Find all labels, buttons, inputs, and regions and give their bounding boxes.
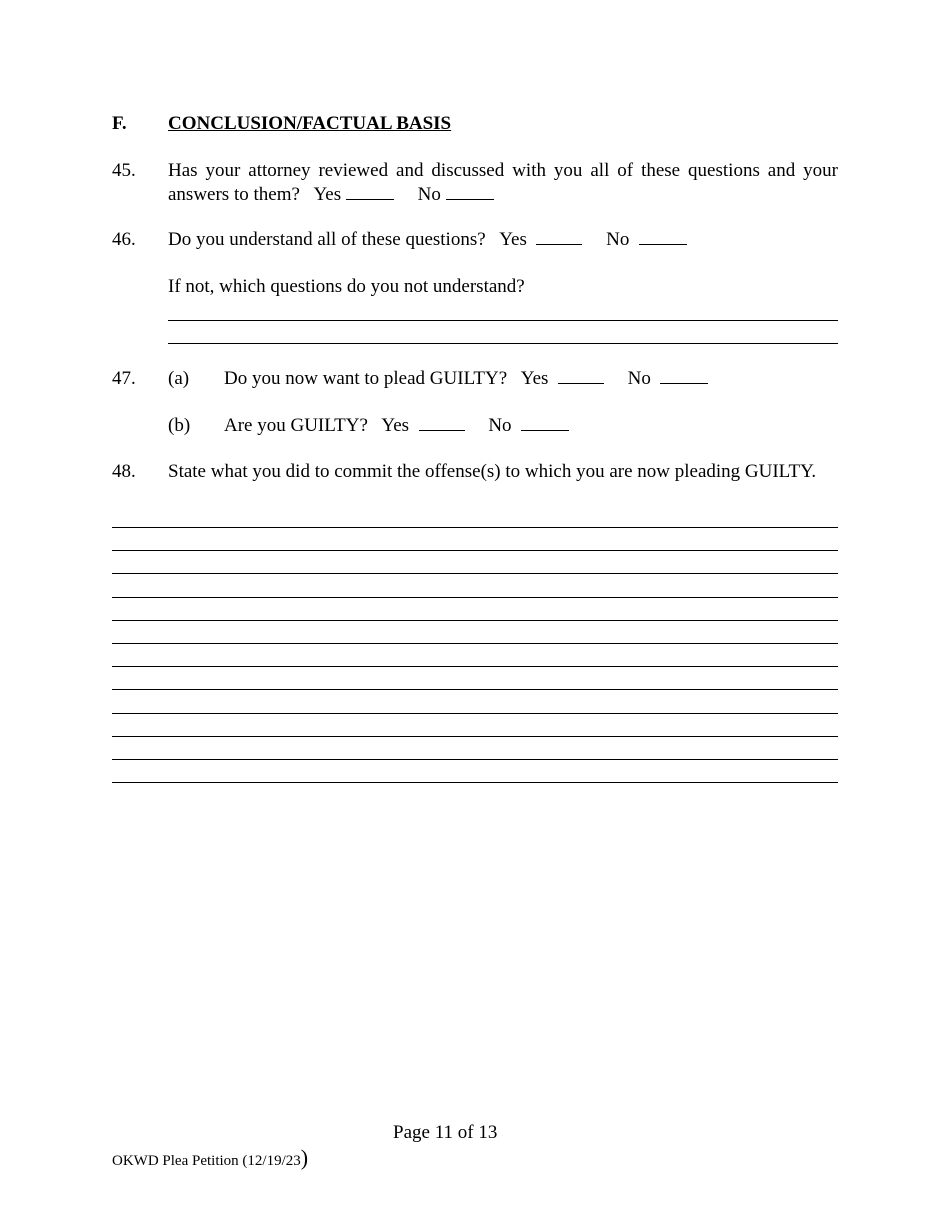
q48-answer-line[interactable] [112, 689, 838, 690]
q48-answer-line[interactable] [112, 759, 838, 760]
q47a-no-label: No [627, 368, 651, 389]
q48-answer-line[interactable] [112, 527, 838, 528]
page-label: Page [393, 1122, 430, 1143]
q47b-text: Are you GUILTY? [224, 415, 368, 436]
q47b-no-blank[interactable] [521, 429, 569, 431]
form-id-paren: ) [300, 1145, 309, 1170]
q46-followup: If not, which questions do you not understand? [168, 276, 525, 297]
section-title: CONCLUSION/FACTUAL BASIS [168, 113, 452, 134]
q47b-line [224, 414, 569, 438]
page-current: 11 [434, 1122, 453, 1143]
q47a-no-blank[interactable] [660, 382, 708, 384]
q46-answer-line[interactable] [168, 320, 838, 321]
q48-answer-line[interactable] [112, 713, 838, 714]
page-of: of [457, 1122, 474, 1143]
q46-answer-line[interactable] [168, 343, 838, 344]
q46-yes-blank[interactable] [536, 243, 582, 245]
q48-number: 48. [112, 461, 136, 482]
q48-answer-line[interactable] [112, 782, 838, 783]
q47b-no-label: No [488, 415, 512, 436]
q46-text: Do you understand all of these questions? [168, 229, 486, 250]
q45-text: Has your attorney reviewed and discussed with you all of these questions and your answers to them? [168, 160, 838, 205]
q45-yes-label: Yes [313, 184, 342, 205]
page-total: 13 [478, 1122, 498, 1143]
q48-answer-line[interactable] [112, 620, 838, 621]
section-letter: F. [112, 113, 127, 134]
q48-answer-line[interactable] [112, 597, 838, 598]
q45-yes-blank[interactable] [346, 198, 394, 200]
q46-number: 46. [112, 229, 136, 250]
q48-answer-line[interactable] [112, 550, 838, 551]
q46-line [168, 228, 687, 252]
q48-answer-line[interactable] [112, 573, 838, 574]
q48-text: State what you did to commit the offense(s) to which you are now pleading GUILTY. [168, 461, 817, 482]
q47a-text: Do you now want to plead GUILTY? [224, 368, 508, 389]
q47a-yes-label: Yes [520, 368, 549, 389]
q48-answer-line[interactable] [112, 736, 838, 737]
q47a-yes-blank[interactable] [558, 382, 604, 384]
form-id [112, 1146, 308, 1173]
q46-no-label: No [606, 229, 630, 250]
q48-answer-line[interactable] [112, 666, 838, 667]
q48-answer-line[interactable] [112, 643, 838, 644]
q47a-label: (a) [168, 368, 190, 389]
q47-number: 47. [112, 368, 136, 389]
q47b-yes-blank[interactable] [419, 429, 465, 431]
q46-no-blank[interactable] [639, 243, 687, 245]
q45-no-blank[interactable] [446, 198, 494, 200]
page-number [393, 1121, 497, 1145]
q45-no-label: No [417, 184, 441, 205]
q45-block [168, 159, 838, 207]
q47b-yes-label: Yes [381, 415, 410, 436]
q46-yes-label: Yes [499, 229, 527, 250]
q47a-line [224, 367, 708, 391]
q47b-label: (b) [168, 415, 191, 436]
q45-number: 45. [112, 160, 136, 181]
form-id-text: OKWD Plea Petition (12/19/23 [112, 1153, 301, 1169]
